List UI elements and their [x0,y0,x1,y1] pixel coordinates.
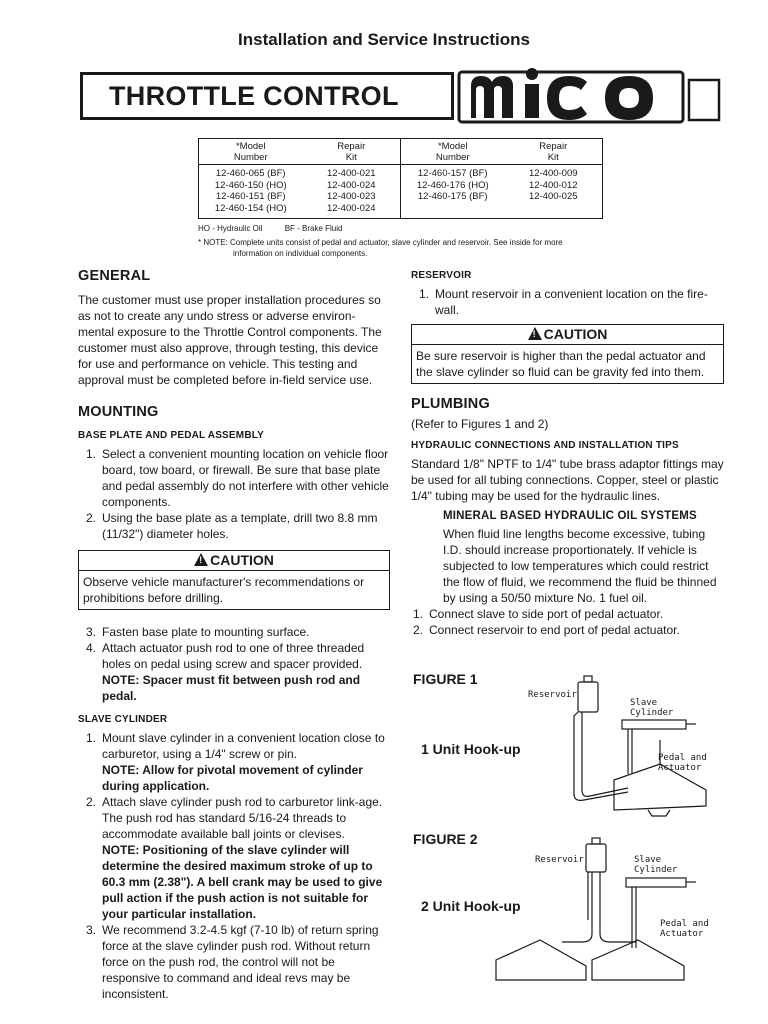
complete-units-note: * NOTE: Complete units consist of pedal and actuator, slave cylinder and reservoir. See inside for more [198,238,563,247]
mineral-oil-subheading: MINERAL BASED HYDRAULIC OIL SYSTEMS [443,510,697,522]
base-plate-subheading: BASE PLATE AND PEDAL ASSEMBLY [78,430,265,441]
slave-cylinder-subheading: SLAVE CYLINDER [78,714,168,725]
repair-kits-col2: 12-400-009 12-400-012 12-400-025 [528,168,578,202]
plumbing-steps [405,606,724,638]
reservoir-caution-box [411,324,724,384]
list-item: 1. Mount reservoir in a convenient location on the fire-wall. [419,287,708,317]
document-header: Installation and Service Instructions [238,30,530,49]
list-item: 3. We recommend 3.2-4.5 kgf (7-10 lb) of return spring force at the slave cylinder push rod. Without return force on the push rod, the control will not be responsive to command and ideal revs may be inconsistent. [86,923,379,1001]
base-plate-steps [78,446,390,542]
model-numbers-col1: 12-460-065 (BF) 12-460-150 (HO) 12-460-151 (BF) 12-460-154 (HO) [214,168,287,214]
figure2-label: FIGURE 2 [413,831,478,847]
plumbing-heading: PLUMBING [411,396,490,412]
caution-text: Observe vehicle manufacturer's recommendations or prohibitions before drilling. [83,575,365,605]
slave-cylinder-shape [626,878,686,887]
caution-title: CAUTION [543,326,608,342]
figure2-reservoir-label: Reservoir [535,855,584,865]
list-item: 4. Attach actuator push rod to one of three threaded holes on pedal using screw and spacer provided. NOTE: Spacer must fit between push rod and pedal. [86,641,365,703]
list-item: 2. Attach slave cylinder push rod to carburetor link-age. The push rod has standard 5/16-24 threads to accommodate available ball joints or clevises. NOTE: Positioning of the slave cylinder will determine the desired maximum stroke of up to 60.3 mm (2.38"). A bell crank may be used to give pull action if the push action is not suitable for your particular installation. [86,795,383,921]
left-column [78,268,390,1002]
complete-units-note-cont: information on individual components. [233,249,368,258]
figure1-reservoir-label: Reservoir [528,690,577,700]
reservoir-shape [586,844,606,872]
reservoir-steps [411,286,724,318]
figure1-label: FIGURE 1 [413,671,478,687]
warning-icon [528,327,542,340]
header-repair-kit-2: Repair Kit [505,139,603,165]
repair-kits-col1: 12-400-021 12-400-024 12-400-023 12-400-024 [303,165,401,219]
list-item: 2. Connect reservoir to end port of pedal actuator. [413,623,680,637]
figure2-diagram [488,830,733,990]
figure2-actuator-label: Actuator [660,929,704,939]
list-item: 1. Connect slave to side port of pedal actuator. [413,607,664,621]
mounting-heading: MOUNTING [78,404,159,420]
legend-bf: BF - Brake Fluid [284,224,343,233]
header-repair-kit: Repair Kit [303,139,401,165]
figure2-caption: 2 Unit Hook-up [421,898,521,914]
reservoir-shape [578,682,598,712]
hydraulic-tips-text: Standard 1/8" NPTF to 1/4" tube brass adaptor fittings may be used for all tubing connections. Copper, steel or plastic 1/4" tubing may be used for the hydraulic lines. [411,457,724,503]
document-title: THROTTLE CONTROL [80,72,454,120]
figure1-diagram [510,670,735,820]
general-heading: GENERAL [78,268,151,284]
figure2-slave-label: Slave [634,855,662,865]
list-item: 1. Mount slave cylinder in a convenient location close to carburetor, using a 1/4" screw or pin. NOTE: Allow for pivotal movement of cylinder during application. [86,731,385,793]
hydraulic-tips-subheading: HYDRAULIC CONNECTIONS AND INSTALLATION TIPS [411,440,679,451]
base-plate-steps-cont [78,624,390,704]
figure1-pedal-label: Pedal and [658,753,707,763]
plumbing-refer: (Refer to Figures 1 and 2) [411,417,549,431]
slave-cylinder-steps [78,730,390,1002]
list-item: 3. Fasten base plate to mounting surface. [86,625,310,639]
figure2-cylinder-label: Cylinder [634,865,678,875]
right-column [411,268,724,638]
model-notes [198,223,563,259]
header-model-number: *Model Number [199,139,303,165]
mineral-oil-text: When fluid line lengths become excessive, tubing I.D. should increase proportionately. If vehicle is subjected to low temperatures which could restrict the flow of fluid, we recommend the fluid be thinned by using a 50/50 mixture No. 1 fuel oil. [443,527,717,605]
general-text: The customer must use proper installation procedures so as not to create any undo stress or adverse environ-mental exposure to the Throttle Control components. The customer must also approve, through testing, this device for use and performance on vehicle. This testing and approval must be completed before in-field service use. [78,293,382,387]
caution-text: Be sure reservoir is higher than the pedal actuator and the slave cylinder so fluid can be gravity fed into them. [416,349,706,379]
warning-icon [194,553,208,566]
pedal-actuator-right-shape [592,940,684,980]
header-model-number-2: *Model Number [401,139,505,165]
list-item: 1. Select a convenient mounting location on vehicle floor board, tow board, or firewall. Be sure that base plate and pedal assembly do not interfere with other vehicle components. [86,447,389,509]
legend-ho: HO - Hydraulic Oil [198,224,263,233]
figure1-caption: 1 Unit Hook-up [421,741,521,757]
figure1-cylinder-label: Cylinder [630,708,674,718]
mico-logo [457,62,721,128]
figure1-slave-label: Slave [630,698,658,708]
model-number-table [198,138,603,219]
list-item: 2. Using the base plate as a template, drill two 8.8 mm (11/32") diameter holes. [86,511,378,541]
pedal-actuator-left-shape [496,940,586,980]
reservoir-subheading: RESERVOIR [411,270,472,281]
figure2-pedal-label: Pedal and [660,919,709,929]
drilling-caution-box [78,550,390,610]
figure1-actuator-label: Actuator [658,763,702,773]
model-numbers-col2: 12-460-157 (BF) 12-460-176 (HO) 12-460-175 (BF) [416,168,489,202]
slave-cylinder-shape [622,720,686,729]
caution-title: CAUTION [210,552,274,568]
